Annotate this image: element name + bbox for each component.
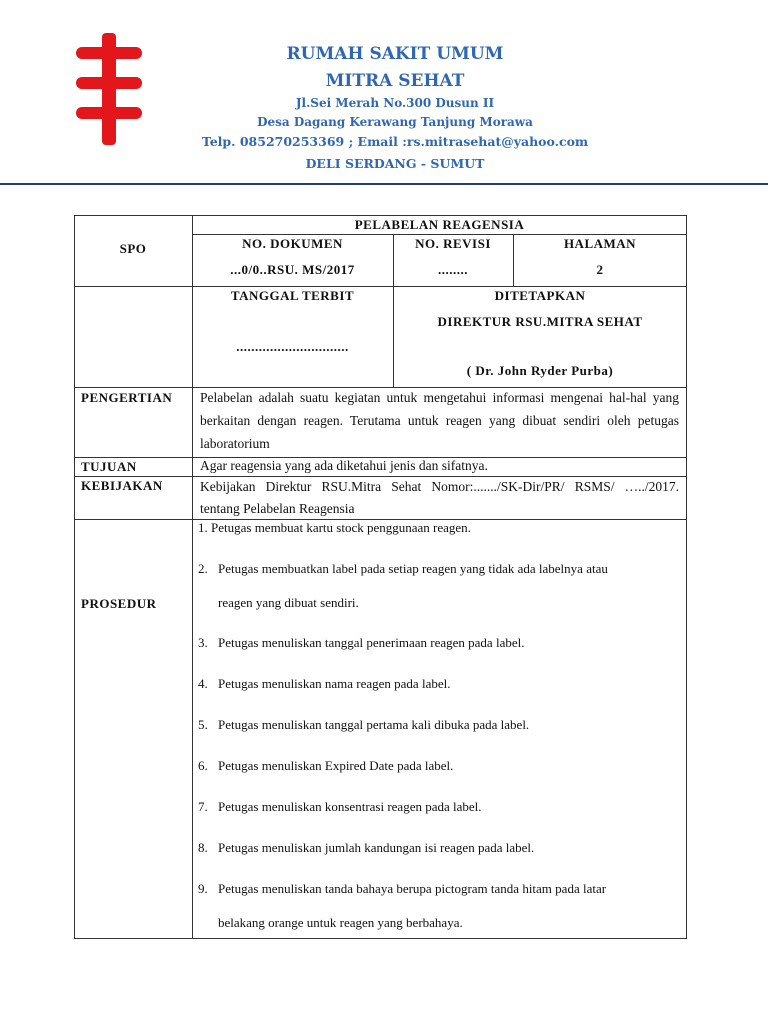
procedure-step-2: [198, 561, 608, 577]
step-number: 8.: [198, 840, 208, 855]
step-number: 3.: [198, 635, 208, 650]
hospital-name: MITRA SEHAT: [325, 71, 465, 91]
procedure-step-9-cont: belakang orange untuk reagen yang berbahaya.: [218, 915, 463, 930]
procedure-step-9: [198, 881, 606, 897]
page-value: 2: [596, 262, 604, 277]
step-text: Petugas menuliskan nama reagen pada label.: [218, 676, 451, 691]
doc-number-value: ...0/0..RSU. MS/2017: [230, 262, 355, 277]
step-text: Petugas menuliskan tanggal pertama kali dibuka pada label.: [218, 717, 530, 732]
header-divider: [0, 183, 768, 185]
procedure-step-7: [198, 799, 482, 815]
region: DELI SERDANG - SUMUT: [305, 156, 485, 171]
contact-info: Telp. 085270253369 ; Email :rs.mitrasehat@yahoo.com: [201, 134, 589, 149]
page-label: HALAMAN: [563, 236, 637, 251]
step-number: 6.: [198, 758, 208, 773]
step-text: Petugas menuliskan tanggal penerimaan reagen pada label.: [218, 635, 525, 650]
policy-text: Kebijakan Direktur RSU.Mitra Sehat Nomor:......./SK-Dir/PR/ RSMS/ …../2017. tentang Pelabelan Reagensia: [200, 479, 679, 516]
step-number: 7.: [198, 799, 208, 814]
approved-by: DIREKTUR RSU.MITRA SEHAT: [437, 314, 643, 329]
procedure-label: PROSEDUR: [81, 596, 157, 611]
definition-label: PENGERTIAN: [81, 390, 173, 405]
step-text: Petugas menuliskan Expired Date pada label.: [218, 758, 454, 773]
step-number: 2.: [198, 561, 208, 576]
step-number: 9.: [198, 881, 208, 896]
address-street: Jl.Sei Merah No.300 Dusun II: [295, 96, 495, 110]
issue-date-value: ..............................: [236, 339, 349, 354]
step-number: 5.: [198, 717, 208, 732]
hospital-logo-icon: [76, 33, 142, 145]
step-text: Petugas menuliskan jumlah kandungan isi reagen pada label.: [218, 840, 535, 855]
step-text: Petugas menuliskan konsentrasi reagen pada label.: [218, 799, 482, 814]
procedure-step-2-cont: reagen yang dibuat sendiri.: [218, 595, 359, 610]
doc-number-label: NO. DOKUMEN: [242, 236, 343, 251]
procedure-step-8: [198, 840, 534, 856]
hospital-type: RUMAH SAKIT UMUM: [286, 44, 504, 64]
step-number: 1.: [198, 520, 208, 535]
purpose-label: TUJUAN: [81, 459, 137, 474]
director-name: ( Dr. John Ryder Purba): [466, 363, 614, 378]
revision-value: ........: [438, 262, 468, 277]
purpose-text: Agar reagensia yang ada diketahui jenis dan sifatnya.: [200, 458, 488, 473]
spo-label: SPO: [119, 241, 147, 256]
procedure-step-1: [198, 520, 471, 536]
approved-label: DITETAPKAN: [494, 288, 586, 303]
issue-date-label: TANGGAL TERBIT: [230, 288, 355, 303]
revision-label: NO. REVISI: [415, 236, 491, 251]
step-text: Petugas membuat kartu stock penggunaan reagen.: [211, 520, 471, 535]
address-village: Desa Dagang Kerawang Tanjung Morawa: [257, 115, 533, 129]
step-text: Petugas menuliskan tanda bahaya berupa pictogram tanda hitam pada latar: [218, 881, 607, 896]
procedure-step-3: [198, 635, 524, 651]
procedure-step-5: [198, 717, 529, 733]
document-title: PELABELAN REAGENSIA: [354, 217, 525, 232]
policy-label: KEBIJAKAN: [81, 478, 163, 493]
step-number: 4.: [198, 676, 208, 691]
procedure-step-4: [198, 676, 450, 692]
procedure-step-6: [198, 758, 453, 774]
step-text: Petugas membuatkan label pada setiap reagen yang tidak ada labelnya atau: [218, 561, 608, 576]
definition-text: Pelabelan adalah suatu kegiatan untuk mengetahui informasi mengenai hal-hal yang berkaitan dengan reagen. Terutama untuk reagen yang dibuat sendiri oleh petugas laboratorium: [200, 390, 679, 451]
